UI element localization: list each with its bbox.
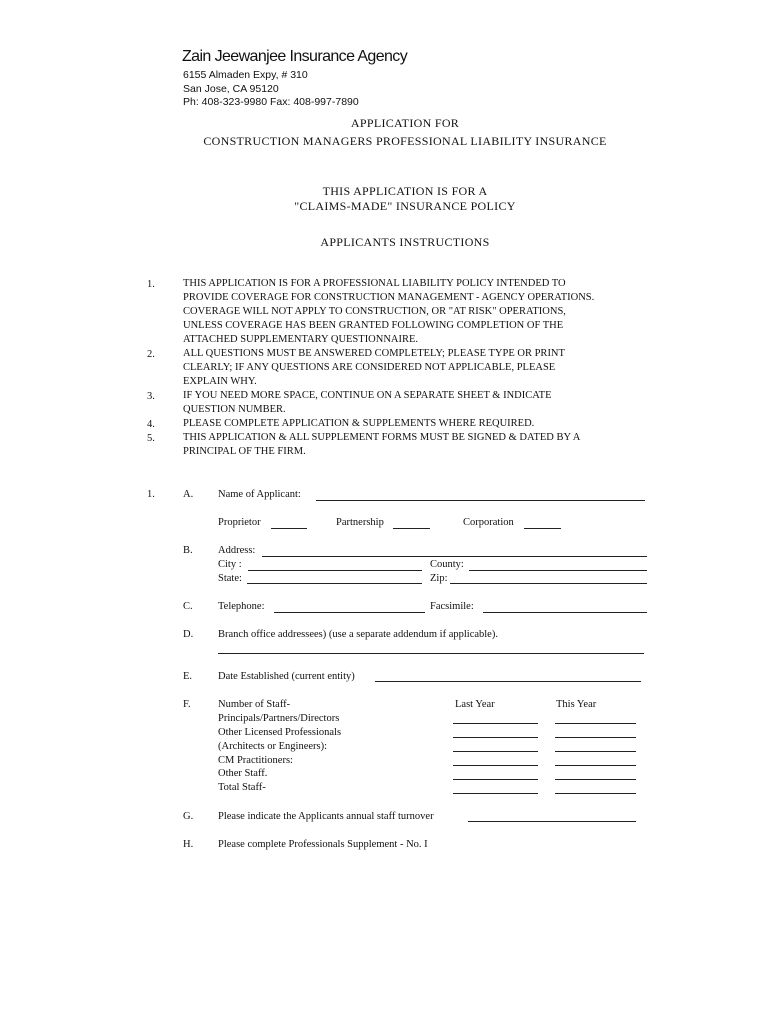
telephone-label: Telephone: bbox=[218, 601, 265, 612]
staff-this-year-field[interactable] bbox=[555, 723, 636, 724]
item-letter-h: H. bbox=[183, 839, 194, 850]
staff-last-year-field[interactable] bbox=[453, 723, 538, 724]
partnership-label: Partnership bbox=[336, 517, 384, 528]
city-label: City : bbox=[218, 559, 242, 570]
instruction-line: THIS APPLICATION & ALL SUPPLEMENT FORMS MUST BE SIGNED & DATED BY A bbox=[183, 432, 581, 443]
zip-label: Zip: bbox=[430, 573, 448, 584]
instruction-number: 4. bbox=[147, 419, 155, 430]
item-letter-b: B. bbox=[183, 545, 193, 556]
state-field[interactable] bbox=[247, 583, 422, 584]
instruction-number: 3. bbox=[147, 391, 155, 402]
staff-last-year-field[interactable] bbox=[453, 765, 538, 766]
address-field[interactable] bbox=[262, 556, 647, 557]
facsimile-field[interactable] bbox=[483, 612, 647, 613]
instruction-line: THIS APPLICATION IS FOR A PROFESSIONAL LIABILITY POLICY INTENDED TO bbox=[183, 278, 566, 289]
item-letter-e: E. bbox=[183, 671, 193, 682]
staff-this-year-field[interactable] bbox=[555, 779, 636, 780]
item-letter-a: A. bbox=[183, 489, 194, 500]
staff-last-year-field[interactable] bbox=[453, 793, 538, 794]
proprietor-field[interactable] bbox=[271, 528, 307, 529]
instruction-line: CLEARLY; IF ANY QUESTIONS ARE CONSIDERED NOT APPLICABLE, PLEASE bbox=[183, 362, 556, 373]
title-line1: APPLICATION FOR bbox=[350, 116, 460, 130]
instruction-line: UNLESS COVERAGE HAS BEEN GRANTED FOLLOWING COMPLETION OF THE bbox=[183, 320, 564, 331]
instruction-line: ALL QUESTIONS MUST BE ANSWERED COMPLETELY; PLEASE TYPE OR PRINT bbox=[183, 348, 565, 359]
instruction-number: 1. bbox=[147, 279, 155, 290]
instruction-line: PLEASE COMPLETE APPLICATION & SUPPLEMENTS WHERE REQUIRED. bbox=[183, 418, 535, 429]
instruction-line: PRINCIPAL OF THE FIRM. bbox=[183, 446, 306, 457]
partnership-field[interactable] bbox=[393, 528, 430, 529]
telephone-field[interactable] bbox=[274, 612, 425, 613]
branch-office-field[interactable] bbox=[218, 653, 644, 654]
staff-turnover-field[interactable] bbox=[468, 821, 636, 822]
item-letter-f: F. bbox=[183, 699, 191, 710]
agency-address-line2: San Jose, CA 95120 bbox=[183, 83, 279, 95]
county-field[interactable] bbox=[469, 570, 647, 571]
date-established-field[interactable] bbox=[375, 681, 641, 682]
instruction-line: EXPLAIN WHY. bbox=[183, 376, 257, 387]
instruction-line: IF YOU NEED MORE SPACE, CONTINUE ON A SEPARATE SHEET & INDICATE bbox=[183, 390, 552, 401]
staff-last-year-field[interactable] bbox=[453, 737, 538, 738]
corporation-label: Corporation bbox=[463, 517, 514, 528]
instructions-heading: APPLICANTS INSTRUCTIONS bbox=[320, 235, 490, 249]
instruction-number: 5. bbox=[147, 433, 155, 444]
item-letter-d: D. bbox=[183, 629, 194, 640]
staff-last-year-field[interactable] bbox=[453, 751, 538, 752]
applicant-name-label: Name of Applicant: bbox=[218, 489, 301, 500]
staff-row-label: Principals/Partners/Directors bbox=[218, 713, 340, 724]
item-letter-c: C. bbox=[183, 601, 193, 612]
staff-row-label: Other Staff. bbox=[218, 768, 268, 779]
city-field[interactable] bbox=[248, 570, 422, 571]
supplement-instruction: Please complete Professionals Supplement - No. I bbox=[218, 839, 428, 850]
staff-this-year-field[interactable] bbox=[555, 737, 636, 738]
staff-last-year-field[interactable] bbox=[453, 779, 538, 780]
item-letter-g: G. bbox=[183, 811, 194, 822]
branch-office-label: Branch office addressees) (use a separate addendum if applicable). bbox=[218, 629, 498, 640]
staff-row-label: (Architects or Engineers): bbox=[218, 741, 328, 752]
state-label: State: bbox=[218, 573, 242, 584]
address-label: Address: bbox=[218, 545, 256, 556]
instruction-line: COVERAGE WILL NOT APPLY TO CONSTRUCTION, OR "AT RISK" OPERATIONS, bbox=[183, 306, 566, 317]
staff-this-year-field[interactable] bbox=[555, 751, 636, 752]
staff-label: Number of Staff- bbox=[218, 699, 291, 710]
instruction-line: QUESTION NUMBER. bbox=[183, 404, 286, 415]
section-number: 1. bbox=[147, 489, 155, 500]
staff-row-label: Total Staff- bbox=[218, 782, 266, 793]
agency-phone-fax: Ph: 408-323-9980 Fax: 408-997-7890 bbox=[183, 96, 359, 108]
date-established-label: Date Established (current entity) bbox=[218, 671, 355, 682]
staff-row-label: Other Licensed Professionals bbox=[218, 727, 342, 738]
applicant-name-field[interactable] bbox=[316, 500, 645, 501]
agency-name: Zain Jeewanjee Insurance Agency bbox=[182, 48, 408, 65]
staff-row-label: CM Practitioners: bbox=[218, 755, 293, 766]
instruction-line: ATTACHED SUPPLEMENTARY QUESTIONNAIRE. bbox=[183, 334, 419, 345]
staff-this-year-field[interactable] bbox=[555, 765, 636, 766]
last-year-header: Last Year bbox=[455, 699, 495, 710]
instruction-number: 2. bbox=[147, 349, 155, 360]
agency-address-line1: 6155 Almaden Expy, # 310 bbox=[183, 69, 308, 81]
subtitle-line2: "CLAIMS-MADE" INSURANCE POLICY bbox=[294, 199, 516, 213]
title-line2: CONSTRUCTION MANAGERS PROFESSIONAL LIABILITY INSURANCE bbox=[203, 134, 607, 148]
corporation-field[interactable] bbox=[524, 528, 561, 529]
staff-turnover-label: Please indicate the Applicants annual staff turnover bbox=[218, 811, 434, 822]
subtitle-line1: THIS APPLICATION IS FOR A bbox=[322, 184, 488, 198]
staff-this-year-field[interactable] bbox=[555, 793, 636, 794]
instruction-line: PROVIDE COVERAGE FOR CONSTRUCTION MANAGEMENT - AGENCY OPERATIONS. bbox=[183, 292, 595, 303]
county-label: County: bbox=[430, 559, 464, 570]
facsimile-label: Facsimile: bbox=[430, 601, 474, 612]
proprietor-label: Proprietor bbox=[218, 517, 261, 528]
zip-field[interactable] bbox=[450, 583, 647, 584]
this-year-header: This Year bbox=[556, 699, 597, 710]
